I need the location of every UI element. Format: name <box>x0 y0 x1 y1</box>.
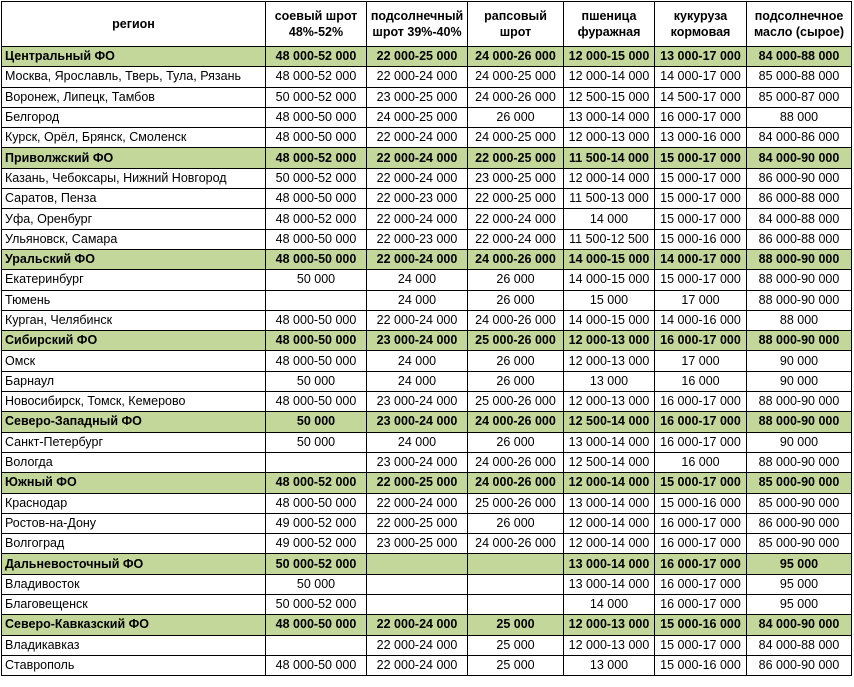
price-cell: 50 000-52 000 <box>266 595 367 615</box>
price-cell: 23 000-24 000 <box>367 331 468 351</box>
price-cell: 48 000-50 000 <box>266 189 367 209</box>
price-cell: 22 000-24 000 <box>367 148 468 168</box>
price-cell <box>468 595 564 615</box>
price-cell: 12 000-13 000 <box>564 615 655 635</box>
price-cell: 24 000 <box>367 270 468 290</box>
price-cell: 48 000-50 000 <box>266 107 367 127</box>
price-cell: 23 000-24 000 <box>367 452 468 472</box>
table-row <box>2 513 852 533</box>
price-cell: 24 000-26 000 <box>468 47 564 67</box>
price-cell: 25 000 <box>468 635 564 655</box>
price-cell: 85 000-90 000 <box>747 534 852 554</box>
price-cell: 48 000-52 000 <box>266 67 367 87</box>
price-cell: 15 000-16 000 <box>655 615 747 635</box>
price-cell: 24 000 <box>367 290 468 310</box>
region-cell: Уральский ФО <box>2 249 266 269</box>
region-cell: Центральный ФО <box>2 47 266 67</box>
price-cell: 95 000 <box>747 554 852 574</box>
region-cell: Барнаул <box>2 371 266 391</box>
table-row <box>2 270 852 290</box>
region-cell: Владикавказ <box>2 635 266 655</box>
price-cell: 16 000 <box>655 452 747 472</box>
price-cell: 16 000-17 000 <box>655 107 747 127</box>
price-cell: 26 000 <box>468 513 564 533</box>
price-cell: 13 000 <box>564 655 655 675</box>
table-row <box>2 595 852 615</box>
table-row <box>2 209 852 229</box>
table-row <box>2 452 852 472</box>
price-cell: 16 000-17 000 <box>655 574 747 594</box>
price-cell: 22 000-24 000 <box>367 209 468 229</box>
price-cell: 24 000-26 000 <box>468 87 564 107</box>
region-cell: Ульяновск, Самара <box>2 229 266 249</box>
price-cell: 12 000-13 000 <box>564 635 655 655</box>
price-cell: 16 000-17 000 <box>655 392 747 412</box>
table-row <box>2 371 852 391</box>
region-cell: Омск <box>2 351 266 371</box>
price-cell: 24 000-25 000 <box>468 67 564 87</box>
district-row <box>2 331 852 351</box>
price-cell: 88 000-90 000 <box>747 249 852 269</box>
region-cell: Воронеж, Липецк, Тамбов <box>2 87 266 107</box>
price-cell: 88 000 <box>747 310 852 330</box>
price-cell: 86 000-90 000 <box>747 513 852 533</box>
price-cell: 12 500-15 000 <box>564 87 655 107</box>
district-row <box>2 473 852 493</box>
price-cell: 88 000-90 000 <box>747 331 852 351</box>
price-cell: 11 500-14 000 <box>564 148 655 168</box>
district-row <box>2 47 852 67</box>
price-cell: 48 000-52 000 <box>266 473 367 493</box>
region-cell: Волгоград <box>2 534 266 554</box>
price-cell: 49 000-52 000 <box>266 513 367 533</box>
price-cell: 22 000-24 000 <box>367 655 468 675</box>
price-cell: 85 000-88 000 <box>747 67 852 87</box>
price-cell: 50 000 <box>266 270 367 290</box>
region-cell: Вологда <box>2 452 266 472</box>
price-cell: 23 000-24 000 <box>367 392 468 412</box>
price-cell: 22 000-24 000 <box>367 128 468 148</box>
price-cell: 88 000-90 000 <box>747 452 852 472</box>
price-cell: 14 000 <box>564 595 655 615</box>
table-body <box>2 47 852 676</box>
price-cell: 11 500-12 500 <box>564 229 655 249</box>
price-cell: 50 000-52 000 <box>266 554 367 574</box>
price-cell: 24 000 <box>367 432 468 452</box>
price-cell: 22 000-24 000 <box>468 209 564 229</box>
table-row <box>2 229 852 249</box>
price-cell <box>367 554 468 574</box>
region-cell: Ставрополь <box>2 655 266 675</box>
price-cell: 22 000-24 000 <box>367 168 468 188</box>
price-cell: 48 000-50 000 <box>266 128 367 148</box>
price-cell: 24 000-26 000 <box>468 452 564 472</box>
price-cell: 22 000-24 000 <box>367 615 468 635</box>
region-cell: Дальневосточный ФО <box>2 554 266 574</box>
region-cell: Екатеринбург <box>2 270 266 290</box>
price-cell: 14 000-15 000 <box>564 249 655 269</box>
price-cell: 24 000 <box>367 351 468 371</box>
price-cell: 16 000-17 000 <box>655 595 747 615</box>
price-cell: 14 000-15 000 <box>564 270 655 290</box>
price-cell: 48 000-50 000 <box>266 310 367 330</box>
header-rapeseed-meal: рапсовый шрот <box>468 2 564 47</box>
price-cell <box>468 574 564 594</box>
price-cell: 24 000-26 000 <box>468 412 564 432</box>
region-cell: Северо-Западный ФО <box>2 412 266 432</box>
price-cell: 16 000-17 000 <box>655 432 747 452</box>
region-cell: Саратов, Пенза <box>2 189 266 209</box>
price-cell: 16 000-17 000 <box>655 412 747 432</box>
price-cell: 13 000 <box>564 371 655 391</box>
table-row <box>2 655 852 675</box>
price-cell: 48 000-50 000 <box>266 655 367 675</box>
price-cell: 25 000-26 000 <box>468 392 564 412</box>
price-cell: 15 000-17 000 <box>655 189 747 209</box>
price-cell: 25 000 <box>468 655 564 675</box>
table-row <box>2 574 852 594</box>
price-cell: 15 000-16 000 <box>655 229 747 249</box>
price-cell: 16 000 <box>655 371 747 391</box>
header-sunflower-oil: подсолнечное масло (сырое) <box>747 2 852 47</box>
table-row <box>2 189 852 209</box>
price-cell: 22 000-24 000 <box>367 67 468 87</box>
price-cell: 48 000-50 000 <box>266 615 367 635</box>
price-cell: 88 000-90 000 <box>747 270 852 290</box>
price-cell: 16 000-17 000 <box>655 554 747 574</box>
price-cell: 88 000-90 000 <box>747 412 852 432</box>
price-cell: 22 000-25 000 <box>367 47 468 67</box>
district-row <box>2 412 852 432</box>
table-row <box>2 67 852 87</box>
price-cell: 14 000-15 000 <box>564 310 655 330</box>
price-cell: 15 000-17 000 <box>655 270 747 290</box>
price-cell: 15 000-17 000 <box>655 168 747 188</box>
price-cell: 85 000-90 000 <box>747 493 852 513</box>
price-cell: 90 000 <box>747 371 852 391</box>
region-cell: Тюмень <box>2 290 266 310</box>
price-cell: 12 500-14 000 <box>564 452 655 472</box>
price-cell: 16 000-17 000 <box>655 331 747 351</box>
price-cell: 12 000-14 000 <box>564 473 655 493</box>
price-cell: 15 000-17 000 <box>655 148 747 168</box>
price-cell: 13 000-14 000 <box>564 432 655 452</box>
price-cell: 12 000-14 000 <box>564 168 655 188</box>
district-row <box>2 554 852 574</box>
price-cell: 15 000 <box>564 290 655 310</box>
price-cell: 50 000 <box>266 574 367 594</box>
price-cell: 84 000-90 000 <box>747 148 852 168</box>
price-cell: 26 000 <box>468 290 564 310</box>
price-cell: 95 000 <box>747 574 852 594</box>
price-cell: 24 000 <box>367 371 468 391</box>
price-cell: 24 000-25 000 <box>367 107 468 127</box>
price-cell: 25 000-26 000 <box>468 331 564 351</box>
price-cell: 85 000-87 000 <box>747 87 852 107</box>
price-cell: 24 000-26 000 <box>468 249 564 269</box>
price-cell: 24 000-26 000 <box>468 310 564 330</box>
region-cell: Ростов-на-Дону <box>2 513 266 533</box>
price-cell: 23 000-25 000 <box>367 87 468 107</box>
price-cell: 14 000-16 000 <box>655 310 747 330</box>
price-cell: 14 500-17 000 <box>655 87 747 107</box>
price-cell: 16 000-17 000 <box>655 513 747 533</box>
price-cell: 22 000-25 000 <box>468 189 564 209</box>
region-cell: Сибирский ФО <box>2 331 266 351</box>
price-cell: 23 000-24 000 <box>367 412 468 432</box>
price-cell: 15 000-17 000 <box>655 209 747 229</box>
price-cell: 48 000-50 000 <box>266 493 367 513</box>
price-cell: 13 000-14 000 <box>564 107 655 127</box>
price-cell: 24 000-26 000 <box>468 534 564 554</box>
price-cell: 15 000-16 000 <box>655 655 747 675</box>
price-cell: 13 000-14 000 <box>564 493 655 513</box>
price-cell: 88 000-90 000 <box>747 392 852 412</box>
header-sunflower-meal: подсолнечный шрот 39%-40% <box>367 2 468 47</box>
price-cell: 26 000 <box>468 432 564 452</box>
table-row <box>2 351 852 371</box>
price-cell: 84 000-90 000 <box>747 615 852 635</box>
price-cell: 48 000-50 000 <box>266 351 367 371</box>
header-region: регион <box>2 2 266 47</box>
table-row <box>2 534 852 554</box>
region-cell: Новосибирск, Томск, Кемерово <box>2 392 266 412</box>
price-cell: 12 000-13 000 <box>564 392 655 412</box>
price-cell: 48 000-50 000 <box>266 229 367 249</box>
price-cell: 48 000-52 000 <box>266 148 367 168</box>
district-row <box>2 615 852 635</box>
price-cell: 13 000-16 000 <box>655 128 747 148</box>
price-cell: 50 000 <box>266 432 367 452</box>
district-row <box>2 148 852 168</box>
price-cell: 16 000-17 000 <box>655 534 747 554</box>
price-cell: 13 000-17 000 <box>655 47 747 67</box>
price-cell <box>468 554 564 574</box>
table-row <box>2 392 852 412</box>
price-cell: 14 000 <box>564 209 655 229</box>
price-cell: 88 000-90 000 <box>747 290 852 310</box>
price-cell: 84 000-88 000 <box>747 47 852 67</box>
price-cell: 12 000-13 000 <box>564 128 655 148</box>
table-row <box>2 87 852 107</box>
header-feed-corn: кукуруза кормовая <box>655 2 747 47</box>
price-cell: 90 000 <box>747 432 852 452</box>
region-cell: Уфа, Оренбург <box>2 209 266 229</box>
price-cell: 48 000-50 000 <box>266 331 367 351</box>
price-cell: 86 000-90 000 <box>747 655 852 675</box>
price-cell: 50 000 <box>266 371 367 391</box>
region-cell: Белгород <box>2 107 266 127</box>
region-cell: Владивосток <box>2 574 266 594</box>
price-cell: 85 000-90 000 <box>747 473 852 493</box>
table-row <box>2 128 852 148</box>
price-cell: 11 500-13 000 <box>564 189 655 209</box>
price-cell: 26 000 <box>468 107 564 127</box>
header-row <box>2 2 852 47</box>
price-cell: 15 000-17 000 <box>655 473 747 493</box>
price-cell: 95 000 <box>747 595 852 615</box>
price-cell <box>367 574 468 594</box>
table-row <box>2 432 852 452</box>
price-cell: 86 000-88 000 <box>747 189 852 209</box>
price-cell: 86 000-88 000 <box>747 229 852 249</box>
header-soy-meal: соевый шрот 48%-52% <box>266 2 367 47</box>
price-cell: 17 000 <box>655 351 747 371</box>
price-cell: 22 000-25 000 <box>468 148 564 168</box>
price-cell: 22 000-24 000 <box>367 310 468 330</box>
price-cell: 26 000 <box>468 351 564 371</box>
price-cell: 12 000-13 000 <box>564 331 655 351</box>
table-row <box>2 290 852 310</box>
price-cell: 12 000-14 000 <box>564 534 655 554</box>
price-cell <box>367 595 468 615</box>
price-cell: 15 000-16 000 <box>655 493 747 513</box>
price-cell: 15 000-17 000 <box>655 635 747 655</box>
table-row <box>2 107 852 127</box>
price-cell <box>266 290 367 310</box>
header-feed-wheat: пшеница фуражная <box>564 2 655 47</box>
price-cell: 50 000 <box>266 412 367 432</box>
price-cell: 24 000-25 000 <box>468 128 564 148</box>
region-cell: Южный ФО <box>2 473 266 493</box>
region-cell: Москва, Ярославль, Тверь, Тула, Рязань <box>2 67 266 87</box>
price-cell: 26 000 <box>468 371 564 391</box>
district-row <box>2 249 852 269</box>
price-cell: 12 500-14 000 <box>564 412 655 432</box>
price-cell: 22 000-24 000 <box>468 229 564 249</box>
region-cell: Курган, Челябинск <box>2 310 266 330</box>
price-cell: 50 000-52 000 <box>266 168 367 188</box>
price-cell: 48 000-50 000 <box>266 249 367 269</box>
price-cell: 22 000-23 000 <box>367 189 468 209</box>
price-cell: 90 000 <box>747 351 852 371</box>
price-cell: 22 000-24 000 <box>367 635 468 655</box>
price-cell: 14 000-17 000 <box>655 67 747 87</box>
price-cell: 12 000-13 000 <box>564 351 655 371</box>
region-cell: Северо-Кавказский ФО <box>2 615 266 635</box>
price-cell: 50 000-52 000 <box>266 87 367 107</box>
price-cell <box>266 635 367 655</box>
price-cell: 22 000-23 000 <box>367 229 468 249</box>
region-cell: Приволжский ФО <box>2 148 266 168</box>
price-cell: 23 000-25 000 <box>367 534 468 554</box>
price-cell: 13 000-14 000 <box>564 554 655 574</box>
price-cell: 14 000-17 000 <box>655 249 747 269</box>
region-cell: Краснодар <box>2 493 266 513</box>
price-cell: 86 000-90 000 <box>747 168 852 188</box>
region-cell: Казань, Чебоксары, Нижний Новгород <box>2 168 266 188</box>
table-row <box>2 635 852 655</box>
price-cell <box>266 452 367 472</box>
price-cell: 24 000-26 000 <box>468 473 564 493</box>
price-cell: 48 000-52 000 <box>266 47 367 67</box>
price-cell: 12 000-14 000 <box>564 67 655 87</box>
price-cell: 25 000 <box>468 615 564 635</box>
region-cell: Благовещенск <box>2 595 266 615</box>
price-cell: 26 000 <box>468 270 564 290</box>
price-cell: 49 000-52 000 <box>266 534 367 554</box>
price-cell: 17 000 <box>655 290 747 310</box>
price-cell: 25 000-26 000 <box>468 493 564 513</box>
table-row <box>2 168 852 188</box>
price-cell: 13 000-14 000 <box>564 574 655 594</box>
price-cell: 22 000-24 000 <box>367 493 468 513</box>
region-cell: Курск, Орёл, Брянск, Смоленск <box>2 128 266 148</box>
price-cell: 84 000-88 000 <box>747 209 852 229</box>
price-cell: 84 000-88 000 <box>747 635 852 655</box>
table-row <box>2 493 852 513</box>
price-cell: 12 000-14 000 <box>564 513 655 533</box>
price-cell: 84 000-86 000 <box>747 128 852 148</box>
price-cell: 88 000 <box>747 107 852 127</box>
price-cell: 12 000-15 000 <box>564 47 655 67</box>
price-cell: 48 000-52 000 <box>266 209 367 229</box>
price-table <box>1 1 852 676</box>
price-cell: 22 000-25 000 <box>367 513 468 533</box>
price-cell: 23 000-25 000 <box>468 168 564 188</box>
price-cell: 22 000-24 000 <box>367 249 468 269</box>
price-cell: 22 000-25 000 <box>367 473 468 493</box>
price-cell: 48 000-50 000 <box>266 392 367 412</box>
region-cell: Санкт-Петербург <box>2 432 266 452</box>
table-row <box>2 310 852 330</box>
